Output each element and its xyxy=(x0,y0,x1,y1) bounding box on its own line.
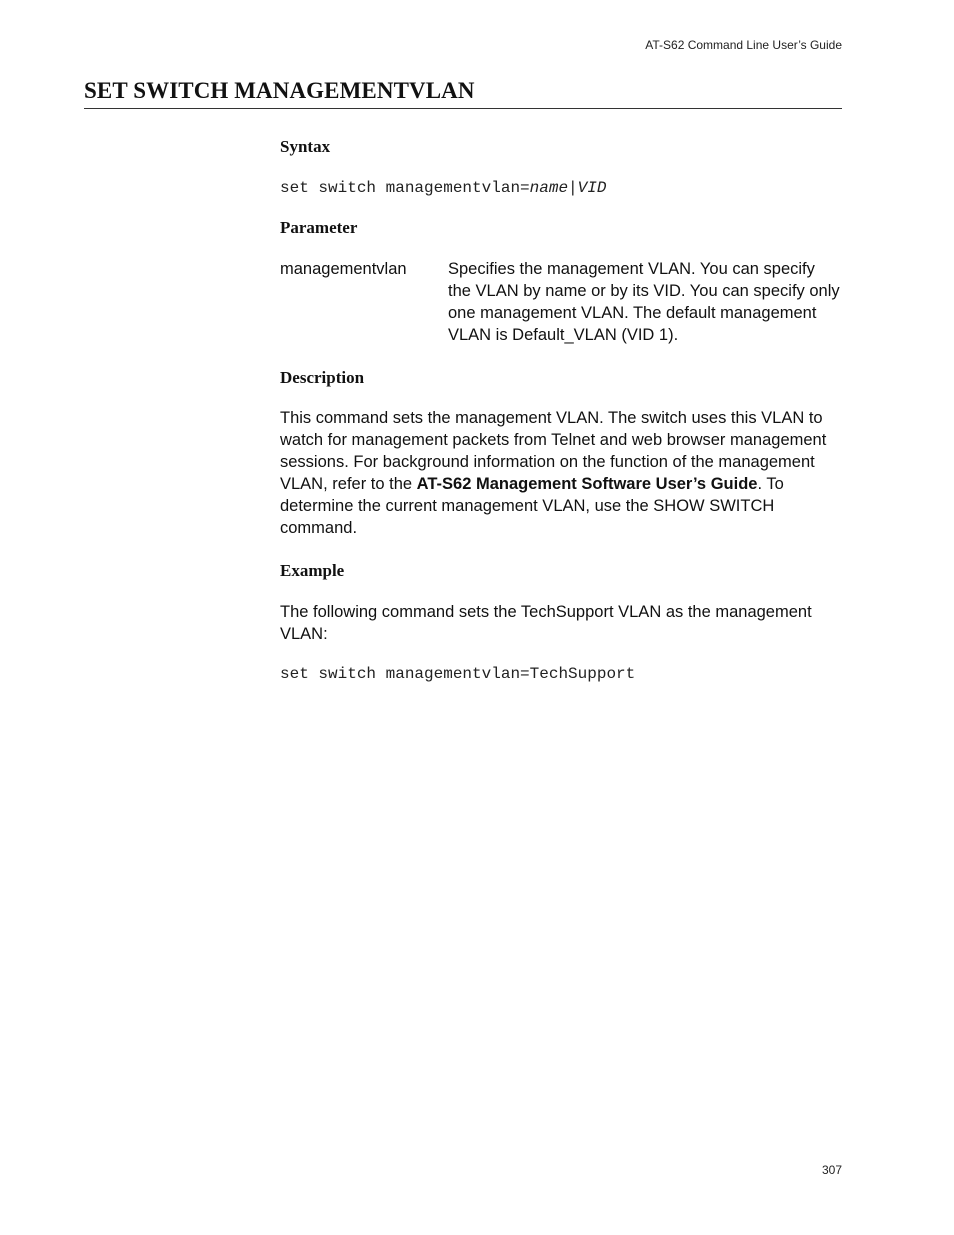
running-header: AT-S62 Command Line User’s Guide xyxy=(645,38,842,52)
page-title: SET SWITCH MANAGEMENTVLAN xyxy=(84,78,842,109)
description-text xyxy=(280,407,842,539)
description-heading: Description xyxy=(280,368,365,387)
description-text-after: . To determine the current management VLAN, use the SHOW SWITCH command. xyxy=(280,475,784,537)
example-text: The following command sets the TechSupport VLAN as the management VLAN: xyxy=(280,603,812,643)
example-heading: Example xyxy=(280,561,345,580)
parameter-heading: Parameter xyxy=(280,218,358,237)
parameter-name: managementvlan xyxy=(280,260,407,278)
syntax-arg-name: name xyxy=(529,179,569,197)
parameter-description: Specifies the management VLAN. You can specify the VLAN by name or by its VID. You can specify only one management VLAN. The default management VLAN is Default_VLAN (VID 1). xyxy=(448,260,840,344)
example-command: set switch managementvlan=TechSupport xyxy=(280,665,636,683)
syntax-heading: Syntax xyxy=(280,137,331,156)
syntax-command-text: set switch managementvlan= xyxy=(280,179,530,197)
description-text-before: This command sets the management VLAN. The switch uses this VLAN to watch for management packets from Telnet and web browser management sessions. For background information on the function of the management VLAN, refer to the xyxy=(280,409,827,493)
description-guide-reference: AT-S62 Management Software User’s Guide xyxy=(416,475,758,493)
syntax-arg-vid: VID xyxy=(577,179,607,197)
page-number: 307 xyxy=(821,1163,842,1177)
syntax-separator: | xyxy=(568,179,578,197)
syntax-command xyxy=(280,179,606,197)
